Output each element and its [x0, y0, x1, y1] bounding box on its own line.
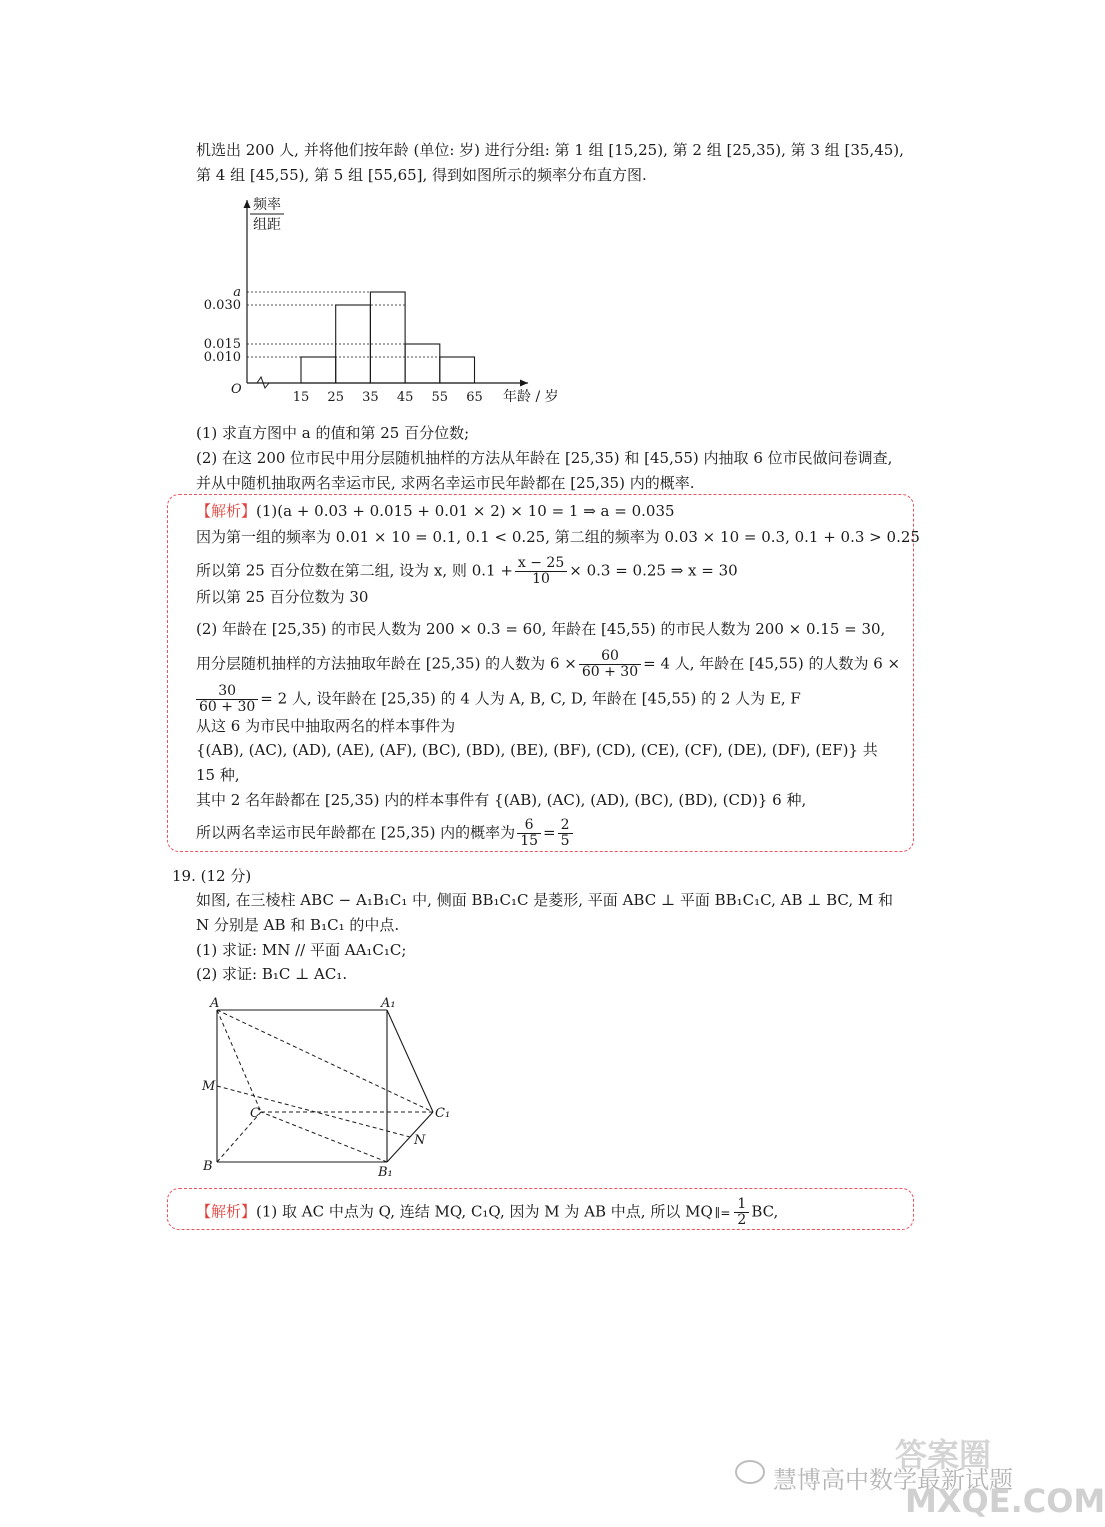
sol18-l3b: × 0.3 = 0.25 ⇒ x = 30 [569, 561, 738, 580]
edge-A-C [217, 1010, 261, 1112]
sol18-line4: 所以第 25 百分位数为 30 [196, 588, 369, 606]
parallel-equal-symbol: ∥= [714, 1205, 731, 1220]
label-C: C [250, 1106, 260, 1121]
sol18-eq1: (1)(a + 0.03 + 0.015 + 0.01 × 2) × 10 = 1 ⇒ a = 0.035 [256, 502, 675, 520]
label-M: M [202, 1079, 216, 1094]
x-tick-label: 25 [327, 390, 344, 405]
watermark-stamp: 答案圈 [895, 1436, 992, 1474]
q19-line3: (1) 求证: MN // 平面 AA₁C₁C; [196, 941, 407, 959]
x-tick-label: 35 [362, 390, 379, 405]
edge-B1-C [261, 1112, 387, 1162]
fraction-den: 10 [532, 571, 550, 587]
q19-line2: N 分别是 AB 和 B₁C₁ 的中点. [196, 916, 400, 934]
q18-part2b: 并从中随机抽取两名幸运市民, 求两名幸运市民年龄都在 [25,35) 内的概率. [196, 474, 695, 492]
watermark [735, 1430, 1105, 1520]
label-C1: C₁ [435, 1106, 451, 1121]
histogram-bar [440, 357, 475, 383]
fraction-den: 5 [560, 833, 570, 849]
sol18-line10: 15 种, [196, 766, 240, 784]
x-tick-label: 15 [292, 390, 310, 405]
y-axis-arrow [244, 200, 251, 208]
watermark-site: MXQE.COM [905, 1482, 1105, 1520]
label-A: A [210, 996, 220, 1011]
q19-line4: (2) 求证: B₁C ⊥ AC₁. [196, 965, 348, 983]
intro-line-1: 机选出 200 人, 并将他们按年龄 (单位: 岁) 进行分组: 第 1 组 [15,25), 第 2 组 [25,35), 第 3 组 [35,45), [196, 141, 904, 159]
x-axis-arrow [520, 380, 528, 387]
histogram-bar [370, 292, 405, 383]
label-A1: A₁ [381, 996, 396, 1011]
fraction-6-15 [517, 818, 541, 849]
sol18-line5: (2) 年龄在 [25,35) 的市民人数为 200 × 0.3 = 60, 年龄在 [45,55) 的市民人数为 200 × 0.15 = 30, [196, 620, 886, 638]
sol18-l6a: 用分层随机抽样的方法抽取年龄在 [25,35) 的人数为 6 × [196, 654, 577, 673]
chat-icon [735, 1460, 765, 1484]
sol18-eq: = [543, 823, 556, 842]
sol18-l6b: = 4 人, 年龄在 [45,55) 的人数为 6 × [643, 654, 901, 673]
histogram-bar [301, 357, 336, 383]
sol19-lb: BC, [751, 1202, 779, 1221]
edge-A-C1 [217, 1010, 433, 1112]
sol18-line9: {(AB), (AC), (AD), (AE), (AF), (BC), (BD), (BE), (BF), (CD), (CE), (CF), (DE), (DF), (EF)} 共 [196, 741, 878, 759]
sol18-line11: 其中 2 名年龄都在 [25,35) 内的样本事件有 {(AB), (AC), (AD), (BC), (BD), (CD)} 6 种, [196, 791, 807, 809]
q19-line1: 如图, 在三棱柱 ABC − A₁B₁C₁ 中, 侧面 BB₁C₁C 是菱形, 平面 ABC ⊥ 平面 BB₁C₁C, AB ⊥ BC, M 和 [196, 891, 894, 909]
fraction-half [734, 1197, 749, 1228]
x-tick-label: 65 [466, 390, 483, 405]
q18-part2a: (2) 在这 200 位市民中用分层随机抽样的方法从年龄在 [25,35) 和 [45,55) 内抽取 6 位市民做问卷调查, [196, 449, 893, 467]
fraction-60 [579, 649, 641, 680]
y-axis-label-bottom: 组距 [253, 217, 281, 233]
label-B: B [203, 1159, 213, 1174]
fraction-num: x − 25 [515, 556, 567, 572]
fraction-den: 60 + 30 [581, 664, 639, 680]
intro-line-2: 第 4 组 [45,55), 第 5 组 [55,65], 得到如图所示的频率分布直方图. [196, 166, 647, 184]
sol18-line1 [196, 501, 675, 521]
solution-tag: 【解析】 [196, 1202, 257, 1221]
histogram-chart [195, 190, 580, 420]
fraction-num: 6 [517, 818, 541, 834]
y-tick-label: 0.015 [203, 337, 241, 352]
fraction-30 [196, 684, 258, 715]
y-tick-label: a [233, 285, 241, 300]
y-tick-label: 0.010 [203, 350, 241, 365]
label-B1: B₁ [378, 1165, 393, 1180]
sol18-line8: 从这 6 为市民中抽取两名的样本事件为 [196, 717, 456, 735]
sol18-l7b: = 2 人, 设年龄在 [25,35) 的 4 人为 A, B, C, D, 年龄在 [45,55) 的 2 人为 E, F [260, 689, 801, 708]
fraction-den: 60 + 30 [199, 699, 256, 715]
x-tick-label: 55 [431, 390, 449, 405]
y-tick-label: 0.030 [203, 298, 241, 313]
sol18-line3 [196, 556, 738, 587]
solution-tag: 【解析】 [196, 502, 257, 520]
prism-figure [195, 990, 465, 1180]
x-axis-label: 年龄 / 岁 [503, 389, 559, 405]
sol19-la: (1) 取 AC 中点为 Q, 连结 MQ, C₁Q, 因为 M 为 AB 中点, 所以 MQ [256, 1202, 713, 1221]
origin-label: O [231, 382, 242, 397]
sol18-l3a: 所以第 25 百分位数在第二组, 设为 x, 则 0.1 + [196, 561, 513, 580]
label-N: N [414, 1133, 426, 1148]
fraction-2-5 [558, 818, 573, 849]
sol18-line6 [196, 649, 900, 680]
watermark-brand: 慧博高中数学最新试题 [773, 1466, 1013, 1494]
histogram-bar [405, 344, 440, 383]
sol19-line1 [196, 1197, 778, 1228]
sol18-l12a: 所以两名幸运市民年龄都在 [25,35) 内的概率为 [196, 823, 516, 842]
sol18-line12 [196, 818, 575, 849]
x-tick-label: 45 [396, 390, 414, 405]
edge-A1-C1 [387, 1010, 433, 1112]
fraction-den: 15 [520, 833, 539, 849]
fraction-num: 30 [196, 684, 258, 700]
fraction-num: 60 [579, 649, 641, 665]
y-axis-label-top: 频率 [253, 197, 281, 213]
fraction-den: 2 [737, 1212, 747, 1228]
sol18-line2: 因为第一组的频率为 0.01 × 10 = 0.1, 0.1 < 0.25, 第二组的频率为 0.03 × 10 = 0.3, 0.1 + 0.3 > 0.25 [196, 528, 920, 546]
sol18-line7 [194, 684, 801, 715]
fraction-num: 2 [558, 818, 573, 834]
q18-part1: (1) 求直方图中 a 的值和第 25 百分位数; [196, 424, 470, 442]
fraction-num: 1 [734, 1197, 749, 1213]
fraction-x [515, 556, 567, 587]
q19-heading: 19. (12 分) [172, 867, 252, 885]
